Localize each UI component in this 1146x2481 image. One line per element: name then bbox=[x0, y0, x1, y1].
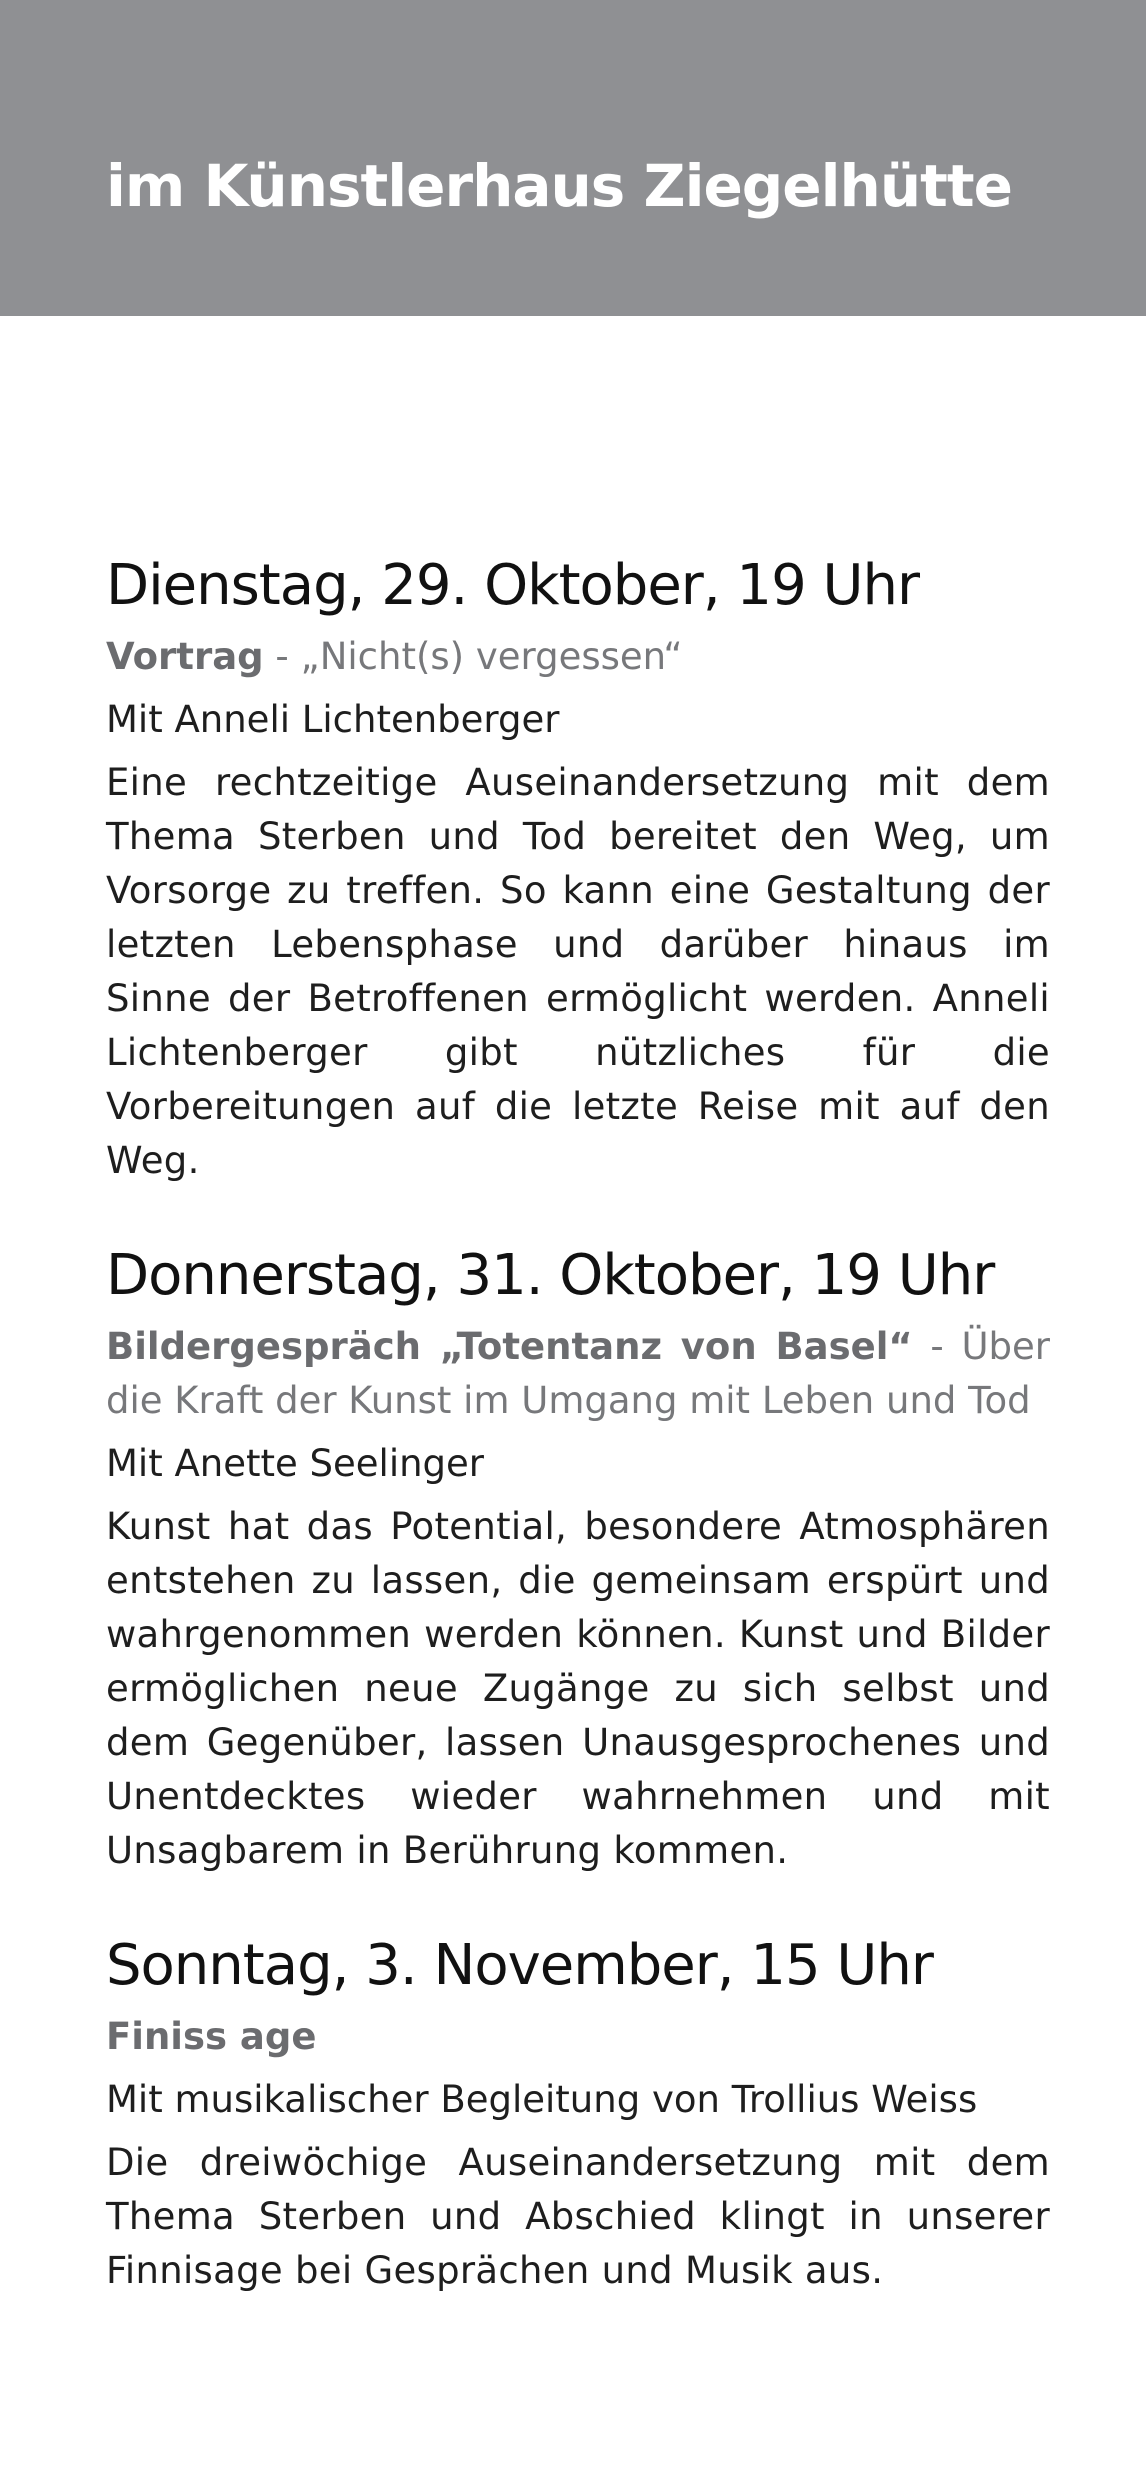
event-description: Kunst hat das Potential, besondere Atmosphären entstehen zu lassen, die gemeinsam erspürt und wahrgenommen werden können. Kunst und Bilder ermöglichen neue Zugänge zu sich selbst und dem Gegenüber, lassen Unausgesprochenes und Unentdecktes wieder wahrnehmen und mit Unsagbarem in Berührung kommen. bbox=[106, 1505, 1050, 1872]
event-separator: - bbox=[263, 635, 301, 678]
event-subtitle bbox=[106, 1320, 1050, 1428]
event-separator: - bbox=[912, 1325, 962, 1368]
event-kind: Bildergespräch „Totentanz von Basel“ bbox=[106, 1325, 913, 1368]
event-date: Dienstag, 29. Oktober, 19 Uhr bbox=[106, 553, 919, 618]
event-host: Mit Anneli Lichtenberger bbox=[106, 698, 560, 741]
event-topic: Über die Kraft der Kunst im Umgang mit Leben und Tod bbox=[106, 1325, 1051, 1422]
header-band bbox=[0, 0, 1146, 316]
event-dienstag bbox=[106, 548, 1050, 1188]
event-topic: „Nicht(s) vergessen“ bbox=[300, 635, 683, 678]
event-date: Sonntag, 3. November, 15 Uhr bbox=[106, 1933, 933, 1998]
event-date: Donnerstag, 31. Oktober, 19 Uhr bbox=[106, 1243, 995, 1308]
event-donnerstag bbox=[106, 1238, 1050, 1878]
event-host: Mit Anette Seelinger bbox=[106, 1442, 485, 1485]
event-sonntag bbox=[106, 1928, 1050, 2298]
event-subtitle bbox=[106, 2010, 1050, 2064]
event-host: Mit musikalischer Begleitung von Trollius Weiss bbox=[106, 2078, 978, 2121]
page-title: im Künstlerhaus Ziegelhütte bbox=[106, 152, 1012, 220]
event-description: Eine rechtzeitige Auseinandersetzung mit dem Thema Sterben und Tod bereitet den Weg, um Vorsorge zu treffen. So kann eine Gestaltung der letzten Lebensphase und darüber hinaus im Sinne der Betroffenen ermöglicht werden. Anneli Lichtenberger gibt nützliches für die Vorbereitungen auf die letzte Reise mit auf den Weg. bbox=[106, 761, 1050, 1182]
event-description: Die dreiwöchige Auseinandersetzung mit dem Thema Sterben und Abschied klingt in unserer Finnisage bei Gesprächen und Musik aus. bbox=[106, 2141, 1050, 2292]
event-kind: Vortrag bbox=[106, 635, 264, 678]
event-kind: Finiss age bbox=[106, 2015, 317, 2058]
event-list bbox=[106, 548, 1050, 2298]
event-subtitle bbox=[106, 630, 1050, 684]
